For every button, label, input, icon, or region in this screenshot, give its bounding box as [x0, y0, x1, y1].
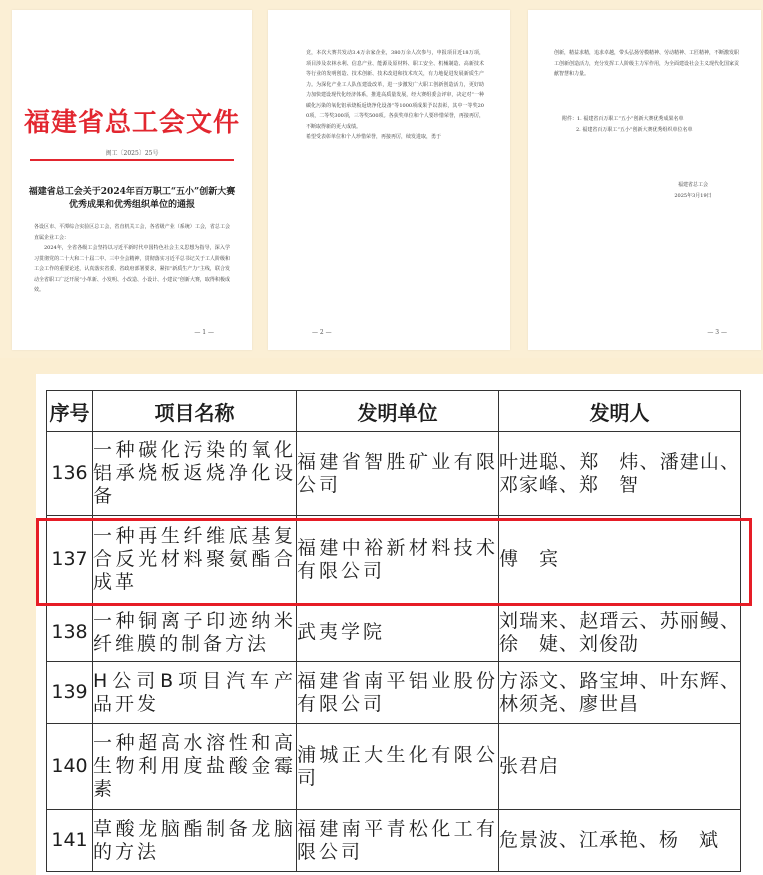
notice-closing-text: 希望受表彰单位和个人珍惜荣誉，再接再厉，续发进取，勇于 [306, 134, 442, 140]
cell-serial-number: 136 [47, 432, 93, 516]
cell-serial-number: 137 [47, 516, 93, 604]
cell-invention-unit: 福建南平青松化工有限公司 [297, 810, 499, 872]
cell-project-name: 一种超高水溶性和高生物利用度盐酸金霉素 [93, 724, 297, 810]
cell-inventor: 张君启 [499, 724, 741, 810]
table-row-highlighted [47, 516, 741, 604]
document-page-1[interactable] [12, 10, 252, 350]
table-row [47, 432, 741, 516]
page-number: — 1 — [194, 329, 214, 336]
header-inventor: 发明人 [499, 391, 741, 432]
cell-invention-unit: 福建省南平铝业股份有限公司 [297, 662, 499, 724]
table-row [47, 604, 741, 662]
document-page-2[interactable] [268, 10, 510, 350]
notice-title: 福建省总工会关于2024年百万职工“五小”创新大赛优秀成果和优秀组织单位的通报 [28, 187, 236, 210]
notice-body-paragraph: 2024年，全省各级工会坚持以习近平新时代中国特色社会主义思想为指导，深入学习贯彻党的二十大和二十届二中、三中全会精神，贯彻落实习近平总书记关于工人阶级和工会工作的重要论述，认真落实省委、省政府部署要求，紧扣“新质生产力”主线，联合发动全省职工广泛开展“小革新、小发明、小改造、小设计、小建议”创新大赛，取得积极成效。 [34, 245, 230, 293]
attachment-item-2: 2. 福建省百万职工“五小”创新大赛优秀组织单位名单 [576, 127, 693, 133]
cell-project-name: 一种碳化污染的氧化铝承烧板返烧净化设备 [93, 432, 297, 516]
cell-invention-unit: 福建中裕新材料技术有限公司 [297, 516, 499, 604]
table-row [47, 662, 741, 724]
cell-serial-number: 140 [47, 724, 93, 810]
notice-addressee: 各设区市、平潭综合实验区总工会，省直机关工会，各省级产业（系统）工会，省总工会直属企业工会： [34, 224, 230, 241]
red-divider [30, 159, 234, 161]
header-serial-number: 序号 [47, 391, 93, 432]
document-page-3[interactable] [528, 10, 761, 350]
notice-body-text: 竞，本次大赛共发动3.4万余家企业，380万余人次参与，申报项目近18万项，项目涉及农林水利、信息产业、能源及原材料、职工安全、机械制造、高新技术等行业的发明创造、技术创新、技术改进和技术攻关，有力地促进发展新质生产力。为深化产业工人队伍建设改革，进一步激发广大职工创新创造活力，更好助力加快建设现代化经济体系，推进高质量发展，经大赛组委会评审，决定对“一种碳化污染的氧化铝承烧板返烧净化设备”等1000项成果予以表彰，其中一等奖200项，二等奖300项，三等奖500项。各获奖单位和个人要珍惜荣誉，再接再厉，不断取得新的更大成绩。 [306, 50, 484, 130]
cell-inventor: 傅 宾 [499, 516, 741, 604]
document-number: 闽工〔2025〕25号 [105, 150, 159, 157]
notice-body-paragraph: 创新，精益求精，追求卓越，带头弘扬劳模精神、劳动精神、工匠精神，不断激发职工创新创造活力，充分发挥工人阶级主力军作用，为全面建设社会主义现代化国家贡献智慧和力量。 [554, 50, 740, 77]
table-header-row [47, 391, 741, 432]
award-table [46, 390, 741, 872]
page-number: — 3 — [707, 329, 727, 336]
table-row [47, 810, 741, 872]
cell-serial-number: 138 [47, 604, 93, 662]
notice-body-paragraph [306, 48, 484, 143]
header-invention-unit: 发明单位 [297, 391, 499, 432]
cell-project-name: 一种再生纤维底基复合反光材料聚氨酯合成革 [93, 516, 297, 604]
cell-inventor: 危景波、江承艳、杨 斌 [499, 810, 741, 872]
cell-serial-number: 139 [47, 662, 93, 724]
cell-serial-number: 141 [47, 810, 93, 872]
page-number: — 2 — [312, 329, 332, 336]
attachment-list [562, 114, 743, 136]
cell-inventor: 叶进聪、郑 炜、潘建山、邓家峰、郑 智 [499, 432, 741, 516]
attachment-item-1: 附件：1. 福建省百万职工“五小”创新大赛优秀成果名单 [562, 116, 684, 122]
signature-date: 2025年3月19日 [674, 193, 712, 199]
cell-inventor: 方添文、路宝坤、叶东辉、林须尧、廖世昌 [499, 662, 741, 724]
signature-organization: 福建省总工会 [677, 182, 708, 188]
cell-invention-unit: 武夷学院 [297, 604, 499, 662]
cell-project-name: H公司B项目汽车产品开发 [93, 662, 297, 724]
document-pages-strip [0, 0, 763, 358]
header-project-name: 项目名称 [93, 391, 297, 432]
cell-inventor: 刘瑞来、赵瑨云、苏丽鳗、徐 婕、刘俊劭 [499, 604, 741, 662]
table-row [47, 724, 741, 810]
cell-invention-unit: 浦城正大生化有限公司 [297, 724, 499, 810]
cell-invention-unit: 福建省智胜矿业有限公司 [297, 432, 499, 516]
document-title: 福建省总工会文件 [23, 108, 240, 138]
cell-project-name: 草酸龙脑酯制备龙脑的方法 [93, 810, 297, 872]
award-table-excerpt [36, 374, 763, 875]
cell-project-name: 一种铜离子印迹纳米纤维膜的制备方法 [93, 604, 297, 662]
